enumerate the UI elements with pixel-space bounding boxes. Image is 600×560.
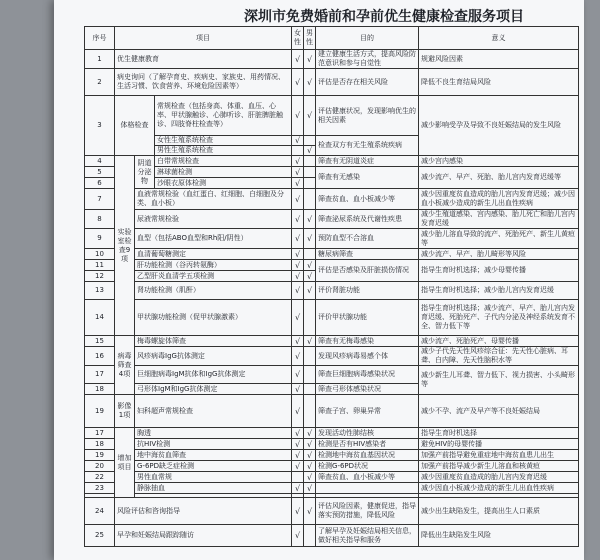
female-check: √: [292, 498, 304, 525]
female-check: √: [292, 50, 304, 69]
purpose-cell: 发现活动性肺结核: [316, 428, 419, 439]
row-num: 19: [85, 450, 115, 461]
purpose-cell: 评估是否感染及肝脏损伤情况: [316, 260, 419, 282]
male-check: √: [304, 461, 316, 472]
item-name: 淋球菌检测: [155, 167, 292, 178]
table-row: [85, 525, 579, 547]
item-group: 实验室检查9项: [115, 156, 135, 336]
meaning-cell: 减少流产、死胎死产、母婴传播: [419, 336, 579, 347]
purpose-cell: 建立健康生活方式，提高风险防范意识和参与自觉性: [316, 50, 419, 69]
female-check: √: [292, 384, 304, 395]
item-name: 男性生殖系统检查: [155, 146, 292, 156]
table-row: [85, 156, 579, 167]
row-num: 19: [85, 395, 115, 428]
female-check: √: [292, 178, 304, 189]
row-num: 10: [85, 249, 115, 260]
meaning-cell: 加强产前指导避免重症地中海贫血患儿出生: [419, 450, 579, 461]
male-check: √: [304, 498, 316, 525]
item-name: 白带常规检查: [155, 156, 292, 167]
purpose-cell: 筛查贫血、血小板减少等: [316, 472, 419, 483]
page-title: 深圳市免费婚前和孕前优生健康检查服务项目: [244, 9, 524, 25]
item-name: 血清葡萄糖测定: [135, 249, 292, 260]
purpose-cell: 预防血型不合溶血: [316, 229, 419, 249]
male-check: √: [304, 229, 316, 249]
purpose-cell: 筛查泌尿系统及代谢性疾患: [316, 210, 419, 229]
row-num: 1: [85, 50, 115, 69]
female-check: √: [292, 525, 304, 547]
female-check: √: [292, 260, 304, 271]
purpose-cell: 检测是否有HIV感染者: [316, 439, 419, 450]
item-name: 血液常规检验（血红蛋白、红细胞、白细胞及分类、血小板）: [135, 189, 292, 210]
header-meaning: 意义: [419, 27, 579, 50]
item-name: 胸透: [135, 428, 292, 439]
female-check: √: [292, 366, 304, 384]
row-num: 24: [85, 498, 115, 525]
male-check: √: [304, 282, 316, 300]
purpose-cell: 筛查弓形体感染状况: [316, 384, 419, 395]
table-row: [85, 472, 579, 483]
female-check: √: [292, 483, 304, 494]
item-name: 肾功能检测（肌酐）: [135, 282, 292, 300]
table-row: [85, 167, 579, 178]
item-name: 女性生殖系统检查: [155, 136, 292, 146]
item-name: 尿液常规检验: [135, 210, 292, 229]
row-num: 17: [85, 366, 115, 384]
table-row: [85, 483, 579, 494]
table-row: [85, 210, 579, 229]
item-name: 梅毒螺旋体筛查: [135, 336, 292, 347]
female-check: √: [292, 428, 304, 439]
female-check: √: [292, 347, 304, 366]
female-check: √: [292, 189, 304, 210]
meaning-cell: 减少新生儿耳聋、智力低下、视力损害、小头畸形等: [419, 366, 579, 395]
header-male: 男性: [304, 27, 316, 50]
table-row: [85, 260, 579, 271]
meaning-cell: 减少流产、早产、死胎、胎儿宫内发育迟缓等: [419, 167, 579, 189]
item-name: 地中海贫血筛查: [135, 450, 292, 461]
purpose-cell: 评估风险因素，健康促进，指导落实预防措施，降低风险: [316, 498, 419, 525]
item-name: 妇科超声常规检查: [135, 395, 292, 428]
row-num: 13: [85, 282, 115, 300]
male-check: √: [304, 439, 316, 450]
row-num: 23: [85, 483, 115, 494]
item-name: 病史询问（了解孕育史、疾病史、家族史、用药情况、生活习惯、饮食营养、环境危险因素等）: [115, 69, 292, 96]
male-check: √: [304, 428, 316, 439]
purpose-cell: 筛查有无梅毒感染: [316, 336, 419, 347]
male-check: √: [304, 336, 316, 347]
purpose-cell: 评价甲状腺功能: [316, 300, 419, 336]
meaning-cell: 避免HIV的母婴传播: [419, 439, 579, 450]
female-check: √: [292, 336, 304, 347]
document-page: [54, 0, 584, 560]
item-name: 风险评估和咨询指导: [115, 498, 292, 525]
row-num: 15: [85, 336, 115, 347]
male-check: √: [304, 69, 316, 96]
meaning-cell: 减少宫内感染: [419, 156, 579, 167]
purpose-cell: 了解早孕及妊娠结局相关信息，做好相关指导和服务: [316, 525, 419, 547]
table-row: [85, 96, 579, 136]
purpose-cell: 检测G-6PD状况: [316, 461, 419, 472]
row-num: 2: [85, 69, 115, 96]
female-check: √: [292, 210, 304, 229]
header-item: 项目: [115, 27, 292, 50]
table-row: [85, 366, 579, 384]
table-row: [85, 300, 579, 336]
row-num: 8: [85, 210, 115, 229]
table-row: [85, 347, 579, 366]
meaning-cell: 规避风险因素: [419, 50, 579, 69]
row-num: 7: [85, 189, 115, 210]
header-num: 序号: [85, 27, 115, 50]
table-row: [85, 50, 579, 69]
meaning-cell: 减少生殖道感染、宫内感染、胎儿死亡和胎儿宫内发育迟缓: [419, 210, 579, 229]
purpose-cell: [316, 483, 419, 494]
female-check: √: [292, 439, 304, 450]
row-num: 5: [85, 167, 115, 178]
meaning-cell: 指导生育时机选择；减少流产、早产、胎儿宫内发育迟缓、死胎死产、子代内分泌及神经系统发育不全、智力低下等: [419, 300, 579, 336]
row-num: 17: [85, 428, 115, 439]
row-num: 22: [85, 472, 115, 483]
meaning-cell: 减少影响受孕及导致不良妊娠结局的发生风险: [419, 96, 579, 156]
item-group: 增加项目: [115, 428, 135, 498]
item-name: 血型（包括ABO血型和Rh阳/阴性）: [135, 229, 292, 249]
item-group: 病毒筛查4项: [115, 336, 135, 395]
table-row: [85, 428, 579, 439]
row-num: 4: [85, 156, 115, 167]
purpose-cell: 检测地中海贫血基因状况: [316, 450, 419, 461]
female-check: √: [292, 249, 304, 260]
purpose-cell: 发现风疹病毒易感个体: [316, 347, 419, 366]
table-row: [85, 439, 579, 450]
header-purpose: 目的: [316, 27, 419, 50]
item-name: 早孕和妊娠结局跟踪随访: [115, 525, 292, 547]
meaning-cell: 减少胎儿溶血导致的流产、死胎死产、新生儿黄疸等: [419, 229, 579, 249]
male-check: √: [304, 260, 316, 271]
female-check: √: [292, 229, 304, 249]
item-name: 甲状腺功能检测（促甲状腺激素）: [135, 300, 292, 336]
meaning-cell: 减少因重度贫血造成的胎儿宫内发育迟缓；减少因血小板减少造成的新生儿出血性疾病: [419, 189, 579, 210]
row-num: 18: [85, 384, 115, 395]
purpose-cell: 评估健康状况，发现影响优生的相关因素: [316, 96, 419, 136]
female-check: √: [292, 167, 304, 178]
table-row: [85, 498, 579, 525]
purpose-cell: 筛查有无阴道炎症: [316, 156, 419, 167]
meaning-cell: 加强产前指导减少新生儿溶血和核黄疸: [419, 461, 579, 472]
meaning-cell: 指导生育时机选择；减少母婴传播: [419, 260, 579, 282]
item-name: 风疹病毒IgG抗体测定: [135, 347, 292, 366]
item-name: 优生健康教育: [115, 50, 292, 69]
table-row: [85, 461, 579, 472]
male-check: √: [304, 472, 316, 483]
table-row: [85, 249, 579, 260]
header-female: 女性: [292, 27, 304, 50]
item-name: G-6PD缺乏症检测: [135, 461, 292, 472]
table-row: [85, 189, 579, 210]
male-check: √: [304, 146, 316, 156]
purpose-cell: 筛查贫血、血小板减少等: [316, 189, 419, 210]
male-check: √: [304, 271, 316, 282]
male-check: √: [304, 96, 316, 136]
meaning-cell: 指导生育时机选择: [419, 428, 579, 439]
male-check: √: [304, 450, 316, 461]
female-check: √: [292, 69, 304, 96]
table-row: [85, 336, 579, 347]
row-num: 18: [85, 439, 115, 450]
female-check: √: [292, 395, 304, 428]
row-num: 6: [85, 178, 115, 189]
meaning-cell: 减少因重度贫血造成的胎儿宫内发育迟缓: [419, 472, 579, 483]
table-header-row: [85, 27, 579, 50]
row-num: 3: [85, 96, 115, 156]
meaning-cell: 减少流产、早产、胎儿畸形等风险: [419, 249, 579, 260]
item-group: 体格检查: [115, 96, 155, 156]
meaning-cell: 减少子代先天性风疹综合征：先天性心脏病、耳聋、白内障、先天性脑积水等: [419, 347, 579, 366]
row-num: 12: [85, 271, 115, 282]
female-check: √: [292, 271, 304, 282]
purpose-cell: 糖尿病筛查: [316, 249, 419, 260]
item-name: 沙眼衣原体检测: [155, 178, 292, 189]
meaning-cell: 指导生育时机选择；减少胎儿宫内发育迟缓: [419, 282, 579, 300]
meaning-cell: 降低出生缺陷发生风险: [419, 525, 579, 547]
item-group: 影像1项: [115, 395, 135, 428]
item-name: 静脉抽血: [135, 483, 292, 494]
female-check: √: [292, 282, 304, 300]
female-check: √: [292, 156, 304, 167]
row-num: 20: [85, 461, 115, 472]
purpose-cell: 筛查子宫、卵巢异常: [316, 395, 419, 428]
table-row: [85, 229, 579, 249]
table-row: [85, 450, 579, 461]
row-num: 25: [85, 525, 115, 547]
row-num: 11: [85, 260, 115, 271]
female-check: √: [292, 96, 304, 136]
meaning-cell: 减少不孕、流产及早产等不良妊娠结局: [419, 395, 579, 428]
table-row: [85, 69, 579, 96]
row-num: 16: [85, 347, 115, 366]
service-items-table: [84, 26, 579, 547]
item-subgroup: 阴道分泌物: [135, 156, 155, 189]
male-check: √: [304, 210, 316, 229]
item-name: 巨细胞病毒IgM抗体和IgG抗体测定: [135, 366, 292, 384]
purpose-cell: 筛查巨细胞病毒感染状况: [316, 366, 419, 384]
meaning-cell: 降低不良生育结局风险: [419, 69, 579, 96]
meaning-cell: 减少因血小板减少造成的新生儿出血性疾病: [419, 483, 579, 494]
purpose-cell: 评估是否存在相关风险: [316, 69, 419, 96]
female-check: √: [292, 300, 304, 336]
male-check: √: [304, 50, 316, 69]
item-name: 常规检查（包括身高、体重、血压、心率、甲状腺触诊、心肺听诊、肝脏脾脏触诊、四肢脊柱检查等）: [155, 96, 292, 136]
row-num: 14: [85, 300, 115, 336]
female-check: √: [292, 461, 304, 472]
purpose-cell: 检查双方有无生殖系统疾病: [316, 136, 419, 156]
item-name: 抗HIV检测: [135, 439, 292, 450]
purpose-cell: 评价肾脏功能: [316, 282, 419, 300]
item-name: 弓形体IgM和IgG抗体测定: [135, 384, 292, 395]
item-name: 男性血常规: [135, 472, 292, 483]
purpose-cell: 筛查有无感染: [316, 167, 419, 189]
table-row: [85, 282, 579, 300]
female-check: √: [292, 136, 304, 146]
row-num: 9: [85, 229, 115, 249]
female-check: √: [292, 450, 304, 461]
item-name: 肝功能检测（谷丙转氨酶）: [135, 260, 292, 271]
meaning-cell: 减少出生缺陷发生，提高出生人口素质: [419, 498, 579, 525]
male-check: √: [304, 483, 316, 494]
table-row: [85, 395, 579, 428]
item-name: 乙型肝炎血清学五项检测: [135, 271, 292, 282]
